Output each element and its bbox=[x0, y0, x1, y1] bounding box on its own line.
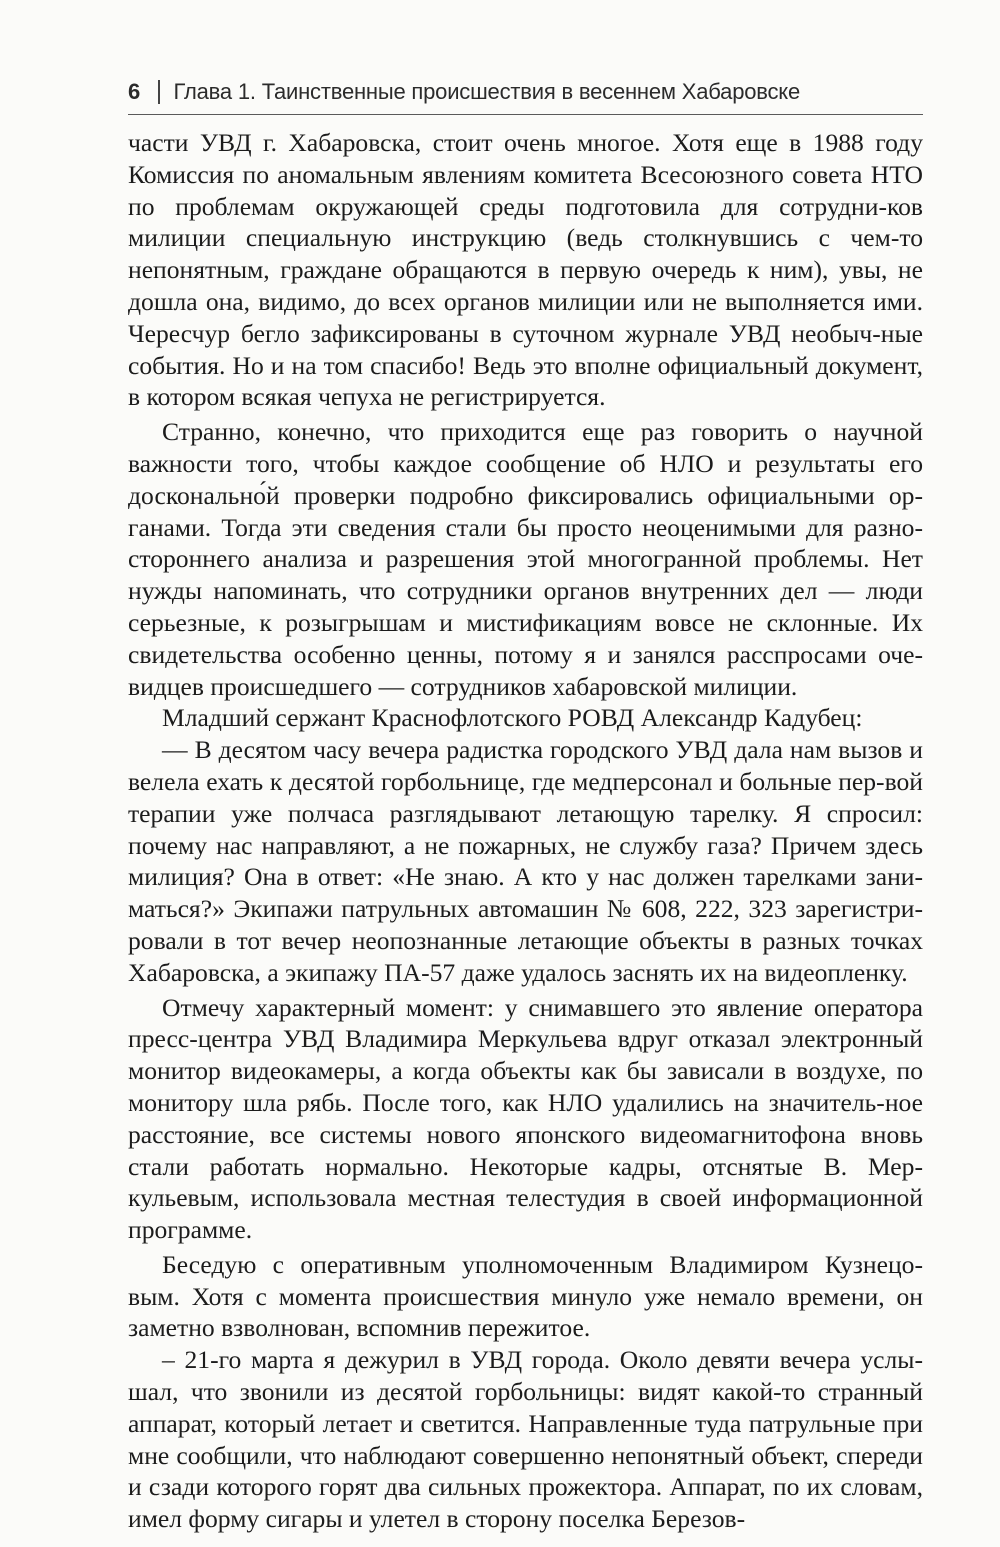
chapter-title: Глава 1. Таинственные происшествия в весеннем Хабаровске bbox=[173, 79, 801, 104]
paragraph-7: – 21-го марта я дежурил в УВД города. Около девяти вечера услы-шал, что звонили из десятой горбольницы: видят какой-то странный аппарат, который летает и светится. Направленные туда патрульные при мне сообщили, что наблюдают совершенно непонятный объект, спереди и сзади которого горят два сильных прожектора. Аппарат, по их словам, имел форму сигары и улетел в сторону поселка Березов- bbox=[128, 1345, 923, 1534]
paragraph-3: Младший сержант Краснофлотского РОВД Александр Кадубец: bbox=[162, 703, 863, 733]
paragraph-1: части УВД г. Хабаровска, стоит очень многое. Хотя еще в 1988 году Комиссия по аномальным явлениям комитета Всесоюзного совета НТО по проблемам окружающей среды подготовила для сотрудни-ков милиции специальную инструкцию (ведь столкнувшись с чем-то непонятным, граждане обращаются в первую очередь к ним), увы, не дошла она, видимо, до всех органов милиции или не выполняется ими. Чересчур бегло зафиксированы в суточном журнале УВД необыч-ные события. Но и на том спасибо! Ведь это вполне официальный документ, в котором всякая чепуха не регистрируется. bbox=[128, 128, 923, 412]
body-text bbox=[128, 127, 923, 1535]
header-divider bbox=[158, 80, 160, 104]
paragraph-5: Отмечу характерный момент: у снимавшего это явление оператора пресс-центра УВД Владимира Меркульева вдруг отказал электронный монитор видеокамеры, а когда объекты как бы зависали в воздухе, по монитору шла рябь. После того, как НЛО удалились на значитель-ное расстояние, все системы нового японского видеомагнитофона вновь стали работать нормально. Некоторые кадры, отснятые В. Мер-кульевым, использовала местная телестудия в своей информационной программе. bbox=[128, 992, 923, 1245]
paragraph-4: — В десятом часу вечера радистка городского УВД дала нам вызов и велела ехать к десятой горбольнице, где медперсонал и больные пер-вой терапии уже полчаса разглядывают летающую тарелку. Я спросил: почему нас направляют, а не пожарных, не службу газа? Причем здесь милиция? Она в ответ: «Не знаю. А кто у нас должен тарелками зани-маться?» Экипажи патрульных автомашин № 608, 222, 323 зарегистри-ровали в тот вечер неопознанные летающие объекты в разных точках Хабаровска, а экипажу ПА-57 даже удалось заснять их на видеопленку. bbox=[128, 735, 923, 987]
paragraph-6: Беседую с оперативным уполномоченным Владимиром Кузнецо-вым. Хотя с момента происшествия минуло уже немало времени, он заметно взволнован, вспомнив пережитое. bbox=[128, 1249, 923, 1343]
paragraph-2: Странно, конечно, что приходится еще раз говорить о научной важности того, чтобы каждое сообщение об НЛО и результаты его досконально́й проверки подробно фиксировались официальными ор-ганами. Тогда эти сведения стали бы просто неоценимыми для разно-стороннего анализа и разрешения этой многогранной проблемы. Нет нужды напоминать, что сотрудники органов внутренних дел — люди серьезные, к розыгрышам и мистификациям вовсе не склонные. Их свидетельства особенно ценны, потому я и занялся расспросами оче-видцев происшедшего — сотрудников хабаровской милиции. bbox=[128, 417, 923, 701]
book-page bbox=[128, 70, 923, 1535]
page-number: 6 bbox=[128, 79, 141, 104]
running-header bbox=[128, 70, 923, 115]
